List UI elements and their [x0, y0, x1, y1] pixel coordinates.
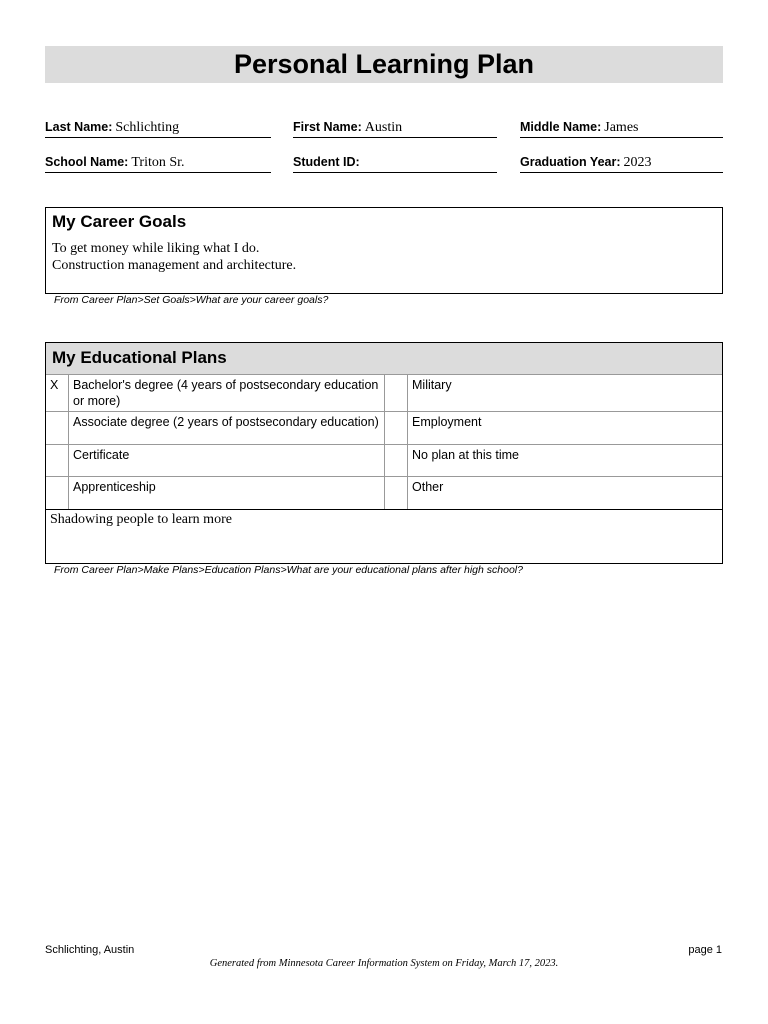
other-check[interactable]: [385, 477, 407, 481]
employment-check[interactable]: [385, 412, 407, 416]
first-name-value: Austin: [364, 120, 403, 135]
footer-generated-note: Generated from Minnesota Career Information System on Friday, March 17, 2023.: [209, 958, 559, 969]
school-name-label: School Name:: [45, 155, 129, 169]
student-id-label: Student ID:: [293, 155, 360, 169]
educational-plans-header: [46, 343, 722, 375]
career-goals-source: From Career Plan>Set Goals>What are your career goals?: [54, 294, 329, 306]
title-bar: [45, 46, 723, 83]
first-name-field: [293, 117, 497, 138]
other-label: Other: [412, 480, 444, 494]
school-name-value: Triton Sr.: [131, 155, 185, 170]
military-check[interactable]: [385, 375, 407, 379]
certificate-label: Certificate: [73, 448, 130, 462]
associate-label: Associate degree (2 years of postsecondary education): [73, 415, 379, 429]
last-name-label: Last Name:: [45, 120, 113, 134]
row-divider: [46, 509, 722, 510]
graduation-year-value: 2023: [623, 155, 652, 170]
military-label: Military: [412, 378, 452, 392]
school-name-field: [45, 152, 271, 173]
middle-name-value: James: [604, 120, 639, 135]
educational-plans-source: From Career Plan>Make Plans>Education Plans>What are your educational plans after high school?: [54, 564, 523, 576]
career-goals-line-2: Construction management and architecture.: [52, 258, 297, 273]
last-name-field: [45, 117, 271, 138]
career-goals-box: [45, 207, 723, 294]
graduation-year-field: [520, 152, 723, 173]
associate-check[interactable]: [46, 412, 68, 416]
educational-plans-box: [45, 342, 723, 564]
educational-plans-note: Shadowing people to learn more: [50, 512, 232, 527]
no-plan-label: No plan at this time: [412, 448, 519, 462]
student-id-field: [293, 152, 497, 173]
column-divider: [384, 374, 385, 509]
career-goals-heading: My Career Goals: [52, 212, 187, 231]
educational-plans-heading: My Educational Plans: [52, 348, 227, 367]
bachelor-label: Bachelor's degree (4 years of postsecondary education or more): [73, 378, 379, 408]
footer-student-name: Schlichting, Austin: [45, 944, 135, 956]
middle-name-label: Middle Name:: [520, 120, 602, 134]
career-goals-line-1: To get money while liking what I do.: [52, 241, 260, 256]
employment-label: Employment: [412, 415, 482, 429]
apprenticeship-check[interactable]: [46, 477, 68, 481]
last-name-value: Schlichting: [115, 120, 180, 135]
footer-page-number: page 1: [688, 944, 722, 956]
graduation-year-label: Graduation Year:: [520, 155, 621, 169]
certificate-check[interactable]: [46, 445, 68, 449]
bachelor-check[interactable]: X: [50, 378, 59, 392]
middle-name-field: [520, 117, 723, 138]
first-name-label: First Name:: [293, 120, 362, 134]
apprenticeship-label: Apprenticeship: [73, 480, 156, 494]
page-title: Personal Learning Plan: [233, 49, 535, 79]
no-plan-check[interactable]: [385, 445, 407, 449]
